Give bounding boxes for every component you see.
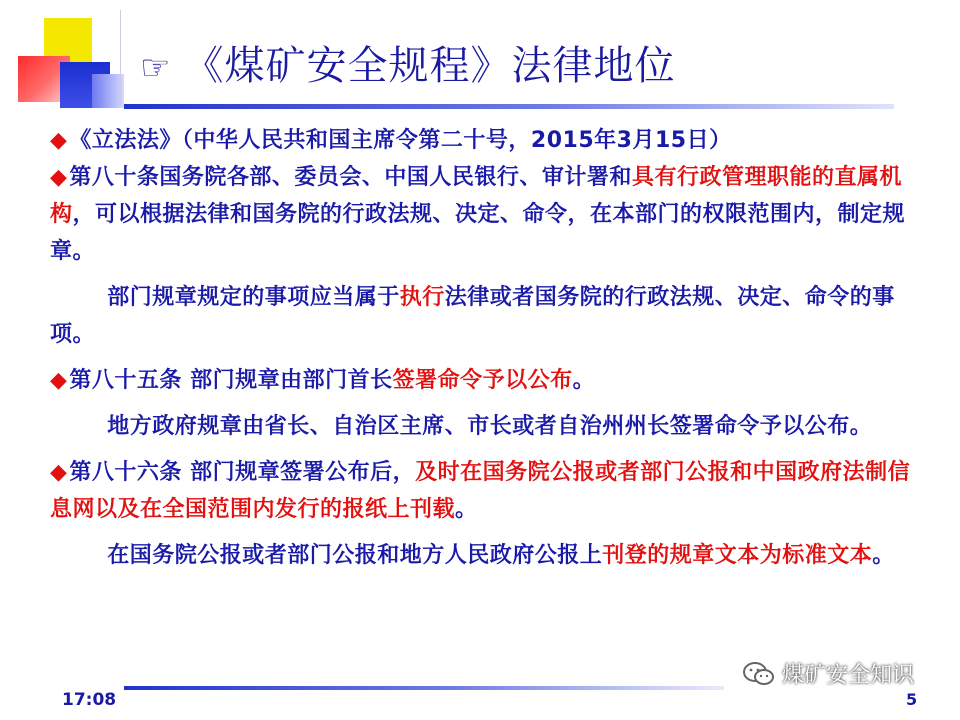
watermark-text: 煤矿安全知识	[782, 663, 915, 688]
paragraph-text: 《立法法》（中华人民共和国主席令第二十号，2015年3月15日）	[69, 128, 732, 153]
paragraph-text: 第八十六条 部门规章签署公布后，	[69, 460, 416, 485]
diamond-bullet-icon: ◆	[50, 128, 68, 153]
highlight-text: 刊登的规章文本为标准文本	[602, 543, 873, 568]
diamond-bullet-icon: ◆	[50, 460, 68, 485]
paragraph-text: 地方政府规章由省长、自治区主席、市长或者自治州州长签署命令予以公布。	[107, 414, 873, 439]
paragraph-text: 。	[872, 543, 895, 568]
paragraph-article-80-detail	[50, 279, 922, 353]
diamond-bullet-icon: ◆	[50, 165, 68, 190]
highlight-text: 签署命令予以公布	[392, 368, 573, 393]
paragraph-article-86	[50, 454, 922, 528]
highlight-text: 执行	[399, 285, 445, 310]
paragraph-text: 第八十条国务院各部、委员会、中国人民银行、审计署和	[69, 165, 632, 190]
paragraph-article-85-detail	[50, 408, 922, 445]
paragraph-text: 部门规章规定的事项应当属于	[107, 285, 400, 310]
paragraph-text: 。	[572, 368, 596, 393]
paragraph-text: 在国务院公报或者部门公报和地方人民政府公报上	[107, 543, 603, 568]
paragraph-article-80	[50, 159, 922, 270]
paragraph-text: 。	[455, 497, 478, 522]
paragraph-article-86-detail	[50, 537, 922, 574]
highlight-text: 及时在国务院公报或者部门公报和中国政府法制信息网以及在全国范围内发行的报纸上刊载	[50, 460, 911, 522]
paragraph-legislation-law	[50, 122, 922, 159]
slide-time: 17:08	[62, 690, 117, 710]
highlight-text: 具有行政管理职能的直属机构	[50, 165, 902, 227]
decor-vertical-line	[120, 10, 121, 106]
title-underline	[124, 104, 894, 109]
slide-title-text: 《煤矿安全规程》法律地位	[183, 43, 676, 89]
slide-title	[140, 34, 675, 98]
paragraph-text: 第八十五条 部门规章由部门首长	[69, 368, 393, 393]
page-number: 5	[906, 690, 918, 709]
watermark	[742, 658, 914, 689]
wechat-icon	[742, 661, 776, 687]
paragraph-text: 法律或者国务院的行政法规、决定、命令的事项。	[50, 285, 895, 347]
diamond-bullet-icon: ◆	[50, 368, 68, 393]
paragraph-text: ，可以根据法律和国务院的行政法规、决定、命令，在本部门的权限范围内，制定规章。	[50, 202, 906, 264]
footer-line	[124, 686, 724, 690]
paragraph-article-85	[50, 362, 922, 399]
slide-body	[50, 122, 922, 574]
pointing-hand-icon: ☞	[140, 48, 172, 88]
